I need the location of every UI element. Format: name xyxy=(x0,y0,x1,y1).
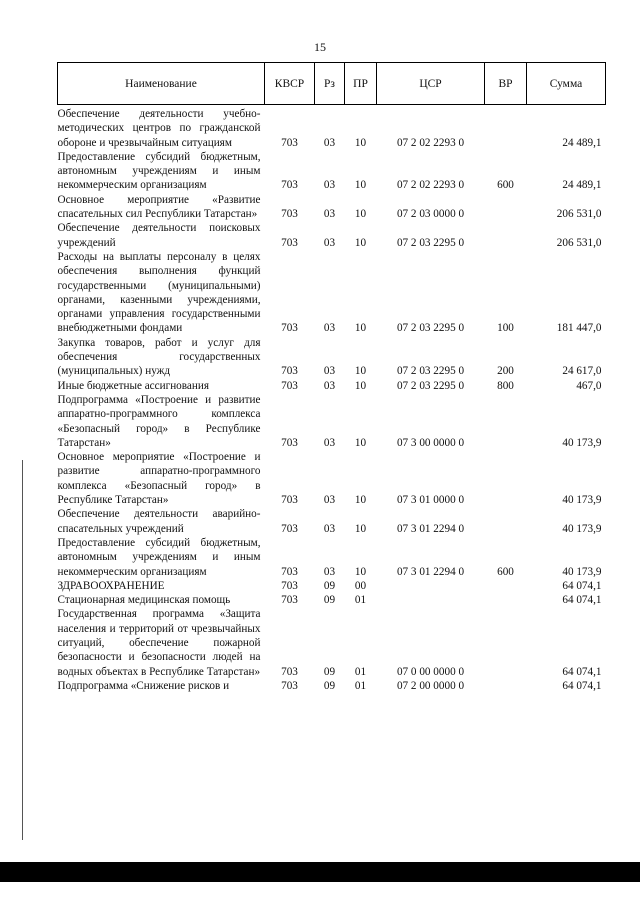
cell-name: Расходы на выплаты персоналу в целях обеспечения выполнения функций государственными (муниципальными) органами, казенными учреждениями, органами управления государственными внебюджетными фондами xyxy=(57,250,261,335)
cell-rz: 03 xyxy=(323,136,336,149)
cell-vr xyxy=(485,593,527,607)
cell-pr: 10 xyxy=(354,379,367,392)
cell-sum: 181 447,0 xyxy=(556,322,602,335)
table-row xyxy=(58,379,606,393)
table-row xyxy=(58,607,606,678)
cell-name: Закупка товаров, работ и услуг для обеспечения государственных (муниципальных) нужд xyxy=(57,336,261,378)
cell-sum: 467,0 xyxy=(576,379,602,392)
table-header-row xyxy=(58,63,606,105)
cell-pr: 10 xyxy=(354,322,367,335)
cell-pr: 10 xyxy=(354,565,367,578)
cell-csr: 07 2 03 2295 0 xyxy=(396,236,465,249)
header-kvsr: КВСР xyxy=(265,63,315,105)
cell-rz: 03 xyxy=(323,236,336,249)
cell-vr xyxy=(485,450,527,507)
cell-csr: 07 2 03 0000 0 xyxy=(396,208,465,221)
cell-kvsr: 703 xyxy=(281,379,298,392)
table-row xyxy=(58,105,606,150)
header-sum: Сумма xyxy=(527,63,606,105)
cell-vr: 200 xyxy=(497,365,514,378)
table-row xyxy=(58,250,606,336)
cell-rz: 03 xyxy=(323,208,336,221)
table-row xyxy=(58,679,606,693)
cell-vr xyxy=(485,607,527,678)
cell-vr xyxy=(485,221,527,250)
cell-csr: 07 2 03 2295 0 xyxy=(396,322,465,335)
cell-rz: 03 xyxy=(323,379,336,392)
table-row xyxy=(58,579,606,593)
cell-pr: 01 xyxy=(354,679,367,692)
header-csr: ЦСР xyxy=(377,63,485,105)
cell-sum: 64 074,1 xyxy=(562,579,602,592)
cell-pr: 10 xyxy=(354,179,367,192)
header-rz: Рз xyxy=(315,63,345,105)
cell-pr: 10 xyxy=(354,365,367,378)
cell-vr xyxy=(485,507,527,536)
cell-rz: 03 xyxy=(323,179,336,192)
cell-kvsr: 703 xyxy=(281,365,298,378)
header-pr: ПР xyxy=(345,63,377,105)
cell-rz: 03 xyxy=(323,365,336,378)
cell-vr xyxy=(485,393,527,450)
cell-sum: 40 173,9 xyxy=(562,436,602,449)
cell-sum: 64 074,1 xyxy=(562,679,602,692)
header-vr: ВР xyxy=(485,63,527,105)
cell-name: Основное мероприятие «Развитие спасательных сил Республики Татарстан» xyxy=(57,193,261,221)
cell-name: Предоставление субсидий бюджетным, автономным учреждениям и иным некоммерческим организациям xyxy=(57,150,261,192)
cell-csr: 07 2 03 2295 0 xyxy=(396,379,465,392)
cell-vr xyxy=(485,679,527,693)
cell-csr: 07 3 00 0000 0 xyxy=(396,436,465,449)
cell-pr: 01 xyxy=(354,594,367,607)
cell-kvsr: 703 xyxy=(281,179,298,192)
cell-vr xyxy=(485,105,527,150)
table-row xyxy=(58,336,606,379)
cell-sum: 206 531,0 xyxy=(556,236,602,249)
table-row xyxy=(58,593,606,607)
cell-rz: 09 xyxy=(323,579,336,592)
cell-rz: 03 xyxy=(323,565,336,578)
cell-csr: 07 2 03 2295 0 xyxy=(396,365,465,378)
table-row xyxy=(58,150,606,193)
cell-vr: 100 xyxy=(497,322,514,335)
cell-kvsr: 703 xyxy=(281,522,298,535)
table-row xyxy=(58,221,606,250)
cell-rz: 03 xyxy=(323,522,336,535)
cell-pr: 10 xyxy=(354,236,367,249)
cell-name: Основное мероприятие «Построение и развитие аппаратно-программного комплекса «Безопасный город» в Республике Татарстан» xyxy=(57,451,261,507)
table-row xyxy=(58,507,606,536)
cell-pr: 10 xyxy=(354,522,367,535)
cell-name: Иные бюджетные ассигнования xyxy=(57,379,209,392)
cell-rz: 03 xyxy=(323,322,336,335)
cell-kvsr: 703 xyxy=(281,679,298,692)
cell-name: Государственная программа «Защита населения и территорий от чрезвычайных ситуаций, обеспечение пожарной безопасности и безопасности людей на водных объектах в Республике Татарстан» xyxy=(57,608,261,678)
cell-sum: 40 173,9 xyxy=(562,494,602,507)
cell-pr: 00 xyxy=(354,579,367,592)
cell-name: Предоставление субсидий бюджетным, автономным учреждениям и иным некоммерческим организациям xyxy=(57,536,261,578)
header-name: Наименование xyxy=(58,63,265,105)
table-row xyxy=(58,193,606,222)
cell-kvsr: 703 xyxy=(281,322,298,335)
cell-kvsr: 703 xyxy=(281,665,298,678)
cell-kvsr: 703 xyxy=(281,579,298,592)
cell-csr xyxy=(377,579,485,593)
cell-pr: 10 xyxy=(354,136,367,149)
table-row xyxy=(58,450,606,507)
cell-name: Обеспечение деятельности поисковых учреждений xyxy=(57,222,261,249)
cell-sum: 40 173,9 xyxy=(562,522,602,535)
cell-csr: 07 3 01 2294 0 xyxy=(396,565,465,578)
cell-sum: 40 173,9 xyxy=(562,565,602,578)
table-row xyxy=(58,536,606,579)
cell-name: Подпрограмма «Снижение рисков и xyxy=(57,679,230,692)
cell-kvsr: 703 xyxy=(281,136,298,149)
cell-sum: 64 074,1 xyxy=(562,594,602,607)
page-number: 15 xyxy=(314,40,326,54)
scan-bottom-bar xyxy=(0,862,640,882)
cell-sum: 206 531,0 xyxy=(556,208,602,221)
cell-vr xyxy=(485,579,527,593)
cell-sum: 24 617,0 xyxy=(562,365,602,378)
cell-pr: 01 xyxy=(354,665,367,678)
cell-pr: 10 xyxy=(354,208,367,221)
cell-name: ЗДРАВООХРАНЕНИЕ xyxy=(57,579,165,592)
cell-pr: 10 xyxy=(354,494,367,507)
cell-csr: 07 2 02 2293 0 xyxy=(396,136,465,149)
cell-csr: 07 3 01 2294 0 xyxy=(396,522,465,535)
cell-csr: 07 3 01 0000 0 xyxy=(396,494,465,507)
cell-kvsr: 703 xyxy=(281,236,298,249)
cell-sum: 24 489,1 xyxy=(562,179,602,192)
cell-kvsr: 703 xyxy=(281,565,298,578)
cell-rz: 03 xyxy=(323,436,336,449)
cell-sum: 24 489,1 xyxy=(562,136,602,149)
cell-rz: 09 xyxy=(323,665,336,678)
cell-name: Обеспечение деятельности аварийно-спасательных учреждений xyxy=(57,508,261,535)
cell-vr: 800 xyxy=(497,379,514,392)
cell-csr: 07 2 02 2293 0 xyxy=(396,179,465,192)
cell-rz: 09 xyxy=(323,594,336,607)
cell-name: Обеспечение деятельности учебно-методических центров по гражданской обороне и чрезвычайным ситуациям xyxy=(57,108,261,149)
cell-csr xyxy=(377,593,485,607)
budget-table xyxy=(57,62,606,693)
cell-csr: 07 2 00 0000 0 xyxy=(396,679,465,692)
cell-kvsr: 703 xyxy=(281,208,298,221)
cell-vr xyxy=(485,193,527,222)
cell-kvsr: 703 xyxy=(281,436,298,449)
cell-pr: 10 xyxy=(354,436,367,449)
cell-kvsr: 703 xyxy=(281,494,298,507)
cell-rz: 03 xyxy=(323,494,336,507)
cell-name: Подпрограмма «Построение и развитие аппаратно-программного комплекса «Безопасный город» в Республике Татарстан» xyxy=(57,393,261,449)
cell-vr: 600 xyxy=(497,565,514,578)
cell-csr: 07 0 00 0000 0 xyxy=(396,665,465,678)
cell-vr: 600 xyxy=(497,179,514,192)
cell-name: Стационарная медицинская помощь xyxy=(57,594,231,607)
table-body xyxy=(58,105,606,694)
scan-edge-line xyxy=(22,460,23,840)
table-row xyxy=(58,393,606,450)
cell-rz: 09 xyxy=(323,679,336,692)
cell-sum: 64 074,1 xyxy=(562,665,602,678)
cell-kvsr: 703 xyxy=(281,594,298,607)
